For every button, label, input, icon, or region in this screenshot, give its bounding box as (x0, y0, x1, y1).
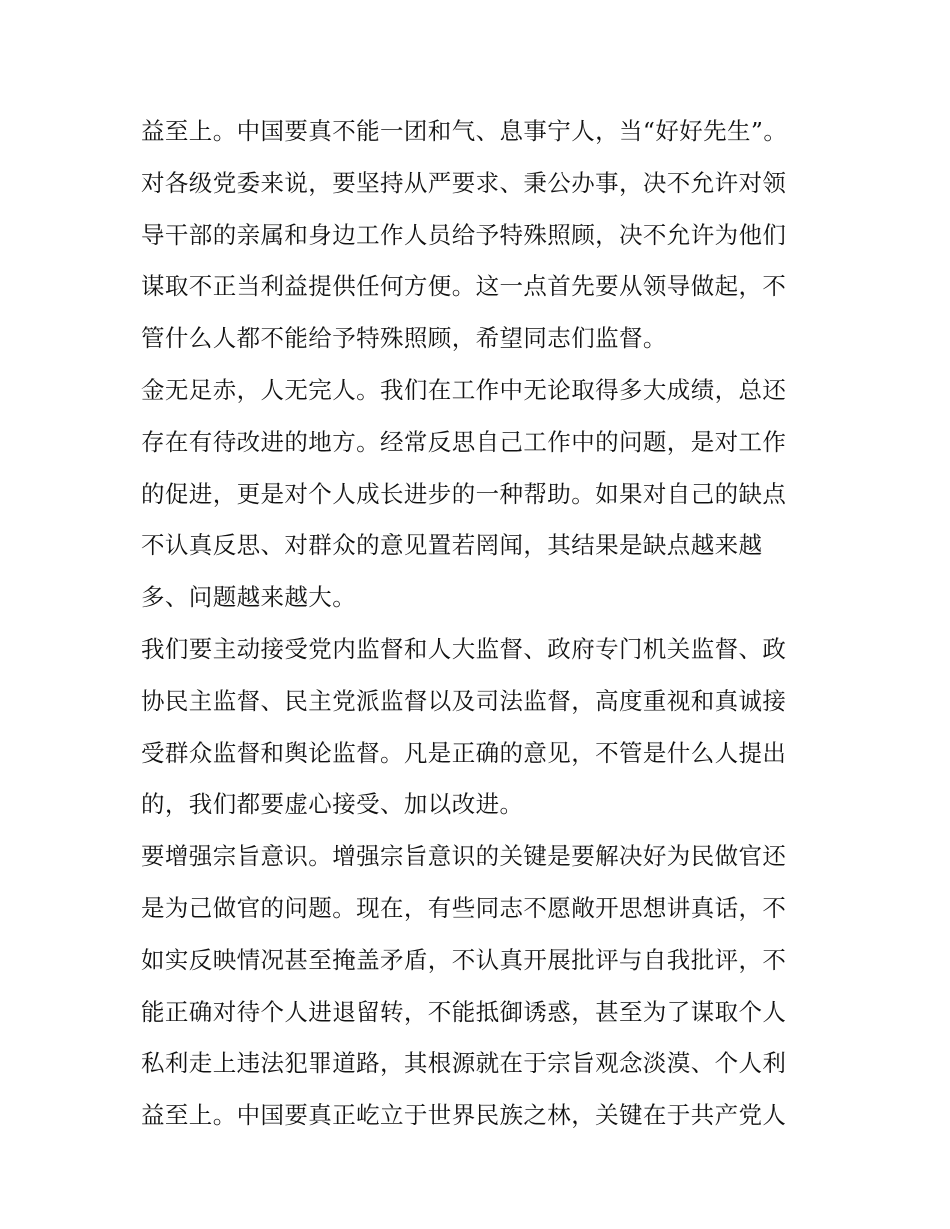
text-line: 益至上。中国要真正屹立于世界民族之林，关键在于共产党人 (141, 1101, 787, 1130)
text-line: 要增强宗旨意识。增强宗旨意识的关键是要解决好为民做官还 (141, 842, 787, 871)
text-line: 如实反映情况甚至掩盖矛盾，不认真开展批评与自我批评，不 (141, 945, 787, 974)
text-line: 谋取不正当利益提供任何方便。这一点首先要从领导做起，不 (141, 272, 787, 301)
text-line: 益至上。中国要真不能一团和气、息事宁人，当“好好先生”。 (141, 117, 788, 145)
text-line: 导干部的亲属和身边工作人员给予特殊照顾，决不允许为他们 (141, 220, 787, 249)
text-line: 不认真反思、对群众的意见置若罔闻，其结果是缺点越来越 (141, 531, 763, 560)
text-line: 存在有待改进的地方。经常反思自己工作中的问题，是对工作 (141, 427, 787, 456)
text-line: 多、问题越来越大。 (141, 583, 357, 612)
text-line: 我们要主动接受党内监督和人大监督、政府专门机关监督、政 (141, 634, 787, 663)
text-line: 金无足赤，人无完人。我们在工作中无论取得多大成绩，总还 (141, 375, 787, 404)
text-line: 的促进，更是对个人成长进步的一种帮助。如果对自己的缺点 (141, 479, 787, 508)
text-line: 私利走上违法犯罪道路，其根源就在于宗旨观念淡漠、个人利 (141, 1049, 787, 1078)
text-line: 的，我们都要虚心接受、加以改进。 (141, 790, 524, 819)
body-text (141, 106, 821, 1142)
text-line: 协民主监督、民主党派监督以及司法监督，高度重视和真诚接 (141, 686, 787, 715)
text-line: 是为己做官的问题。现在，有些同志不愿敞开思想讲真话，不 (141, 893, 787, 922)
text-line: 对各级党委来说，要坚持从严要求、秉公办事，决不允许对领 (141, 168, 787, 197)
text-line: 管什么人都不能给予特殊照顾，希望同志们监督。 (141, 324, 667, 353)
text-line: 能正确对待个人进退留转，不能抵御诱惑，甚至为了谋取个人 (141, 997, 787, 1026)
text-line: 受群众监督和舆论监督。凡是正确的意见，不管是什么人提出 (141, 738, 787, 767)
